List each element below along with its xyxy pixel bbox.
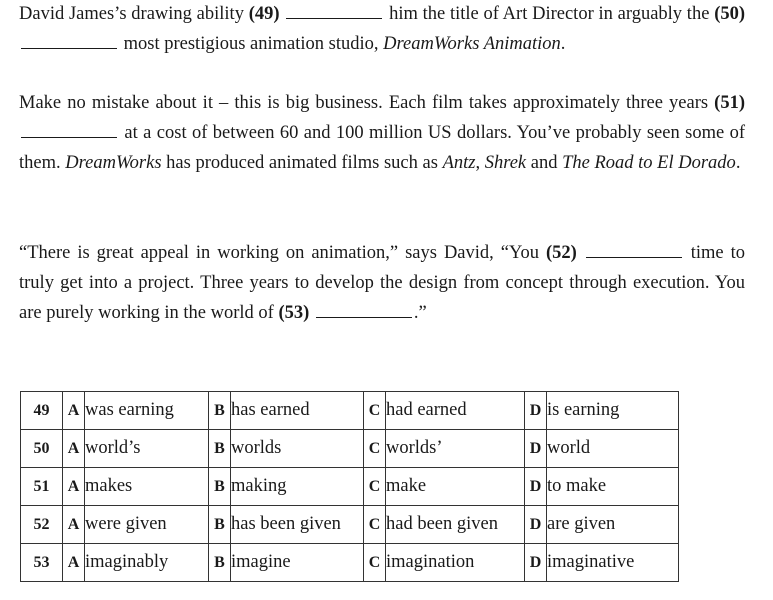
film-title-el-dorado: The Road to El Dorado bbox=[562, 153, 736, 173]
answer-blank-52[interactable] bbox=[586, 239, 682, 258]
option-letter-d: D bbox=[525, 392, 547, 430]
text: time to truly get into a project. Three years to develop the design from concept through execution. You are purely working in the world of bbox=[19, 243, 746, 323]
option-letter-d: D bbox=[525, 430, 547, 468]
option-letter-a: A bbox=[63, 430, 85, 468]
question-number-52: (52) bbox=[545, 243, 577, 263]
option-d[interactable]: are given bbox=[547, 506, 679, 544]
table-row bbox=[21, 392, 679, 430]
option-letter-a: A bbox=[63, 392, 85, 430]
table-row bbox=[21, 506, 679, 544]
question-number-53: (53) bbox=[278, 303, 310, 323]
studio-name: DreamWorks Animation bbox=[383, 34, 561, 54]
option-letter-d: D bbox=[525, 468, 547, 506]
option-a[interactable]: world’s bbox=[85, 430, 209, 468]
option-a[interactable]: makes bbox=[85, 468, 209, 506]
option-a[interactable]: was earning bbox=[85, 392, 209, 430]
option-letter-c: C bbox=[364, 392, 386, 430]
option-letter-d: D bbox=[525, 544, 547, 582]
option-d[interactable]: imaginative bbox=[547, 544, 679, 582]
option-b[interactable]: imagine bbox=[231, 544, 364, 582]
question-number-50: (50) bbox=[714, 4, 746, 24]
answer-blank-49[interactable] bbox=[286, 0, 382, 19]
option-letter-b: B bbox=[209, 430, 231, 468]
question-number-cell: 49 bbox=[21, 392, 63, 430]
options-table-body bbox=[21, 392, 679, 582]
answer-blank-51[interactable] bbox=[21, 119, 117, 138]
text: and bbox=[526, 153, 563, 173]
option-letter-b: B bbox=[209, 468, 231, 506]
option-c[interactable]: had been given bbox=[386, 506, 525, 544]
film-title-shrek: Shrek bbox=[484, 153, 527, 173]
text: , bbox=[475, 153, 485, 173]
option-letter-a: A bbox=[63, 544, 85, 582]
text: at a cost of between 60 and 100 million US dollars. You’ve probably seen some of them. bbox=[19, 123, 745, 173]
option-b[interactable]: worlds bbox=[231, 430, 364, 468]
text: David James’s drawing ability bbox=[19, 4, 249, 24]
option-a[interactable]: were given bbox=[85, 506, 209, 544]
option-d[interactable]: is earning bbox=[547, 392, 679, 430]
option-d[interactable]: world bbox=[547, 430, 679, 468]
text: . bbox=[560, 34, 566, 54]
paragraph-1 bbox=[19, 0, 745, 59]
option-letter-b: B bbox=[209, 506, 231, 544]
question-number-cell: 52 bbox=[21, 506, 63, 544]
option-d[interactable]: to make bbox=[547, 468, 679, 506]
option-c[interactable]: make bbox=[386, 468, 525, 506]
table-row bbox=[21, 430, 679, 468]
option-letter-b: B bbox=[209, 392, 231, 430]
film-title-antz: Antz bbox=[442, 153, 476, 173]
option-b[interactable]: has earned bbox=[231, 392, 364, 430]
text: him the title of Art Director in arguably the bbox=[384, 4, 715, 24]
question-number-51: (51) bbox=[714, 93, 745, 113]
studio-name: DreamWorks bbox=[65, 153, 162, 173]
options-table bbox=[20, 391, 679, 582]
paragraph-2 bbox=[19, 88, 745, 178]
option-b[interactable]: has been given bbox=[231, 506, 364, 544]
text: Make no mistake about it – this is big business. Each film takes approximately three years bbox=[19, 93, 715, 113]
option-letter-a: A bbox=[63, 506, 85, 544]
question-number-cell: 51 bbox=[21, 468, 63, 506]
question-number-cell: 50 bbox=[21, 430, 63, 468]
option-b[interactable]: making bbox=[231, 468, 364, 506]
question-number-49: (49) bbox=[248, 4, 280, 24]
option-c[interactable]: worlds’ bbox=[386, 430, 525, 468]
text: “There is great appeal in working on animation,” says David, “You bbox=[19, 243, 546, 263]
answer-blank-50[interactable] bbox=[21, 30, 117, 49]
paragraph-3 bbox=[19, 238, 745, 328]
option-letter-c: C bbox=[364, 506, 386, 544]
question-number-cell: 53 bbox=[21, 544, 63, 582]
text: has produced animated films such as bbox=[161, 153, 443, 173]
option-c[interactable]: had earned bbox=[386, 392, 525, 430]
option-c[interactable]: imagination bbox=[386, 544, 525, 582]
option-a[interactable]: imaginably bbox=[85, 544, 209, 582]
option-letter-d: D bbox=[525, 506, 547, 544]
option-letter-a: A bbox=[63, 468, 85, 506]
answer-blank-53[interactable] bbox=[316, 299, 412, 318]
option-letter-c: C bbox=[364, 430, 386, 468]
option-letter-c: C bbox=[364, 468, 386, 506]
table-row bbox=[21, 468, 679, 506]
text: . bbox=[735, 153, 741, 173]
option-letter-b: B bbox=[209, 544, 231, 582]
option-letter-c: C bbox=[364, 544, 386, 582]
table-row bbox=[21, 544, 679, 582]
text: most prestigious animation studio, bbox=[119, 34, 384, 54]
text: .” bbox=[413, 303, 427, 323]
